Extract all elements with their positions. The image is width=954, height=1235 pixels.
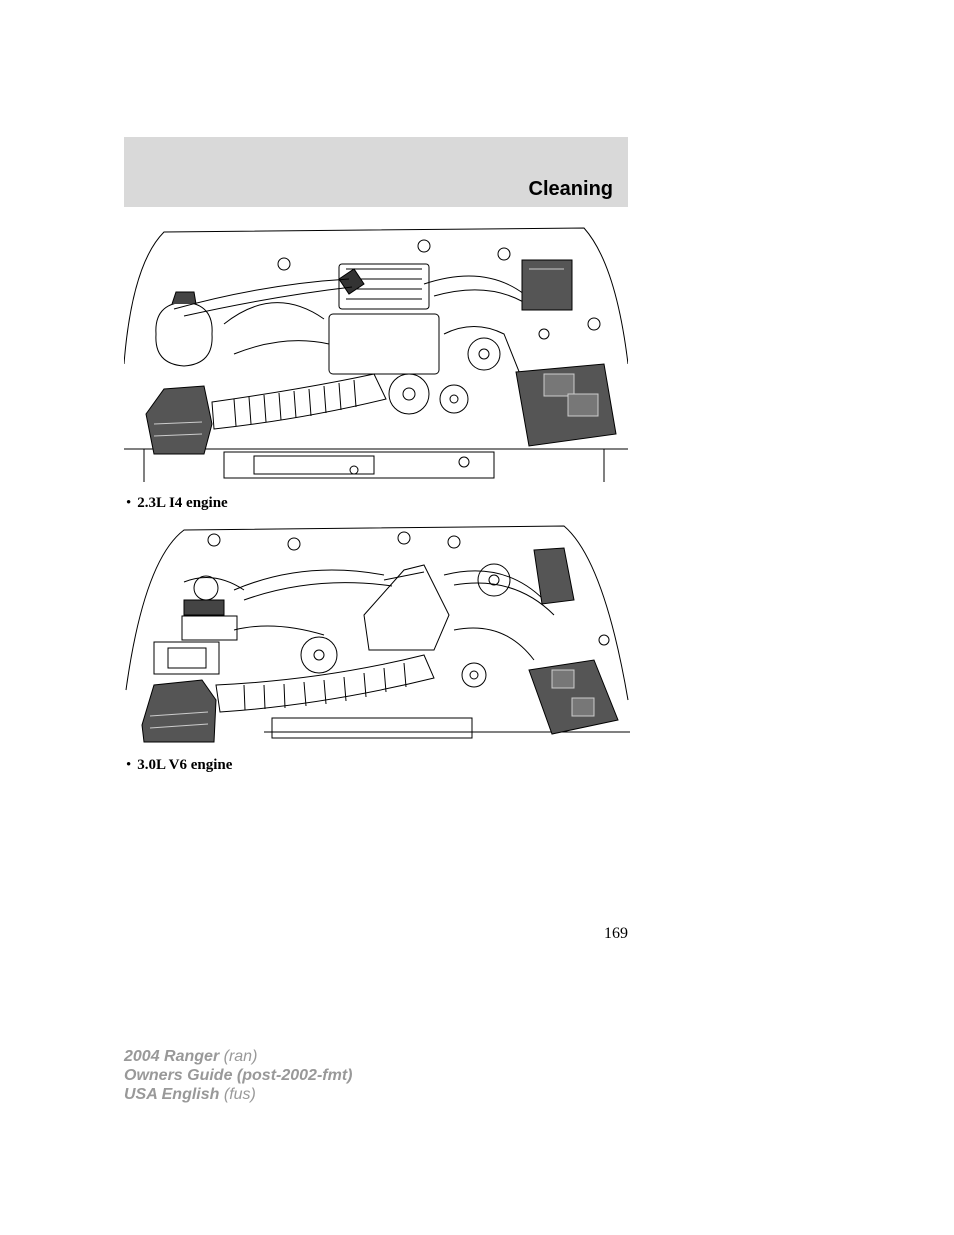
section-title: Cleaning	[528, 178, 613, 200]
caption-bullet: •	[126, 757, 132, 773]
caption-text: 3.0L V6 engine	[137, 757, 233, 773]
footer-line-language	[124, 1085, 352, 1104]
page-number: 169	[604, 925, 628, 942]
figure-caption-3-0l	[126, 757, 232, 774]
footer-language: USA English	[124, 1086, 220, 1103]
engine-compartment-3-0l-illustration	[124, 520, 630, 746]
document-footer	[124, 1047, 352, 1104]
figure-caption-2-3l	[126, 495, 228, 512]
engine-compartment-2-3l-illustration	[124, 224, 628, 482]
section-header-band	[124, 137, 628, 207]
caption-bullet: •	[126, 495, 132, 511]
caption-text: 2.3L I4 engine	[137, 495, 228, 511]
footer-line-vehicle	[124, 1047, 352, 1066]
footer-language-code: (fus)	[223, 1086, 256, 1103]
footer-vehicle: 2004 Ranger	[124, 1048, 220, 1065]
footer-vehicle-code: (ran)	[223, 1048, 258, 1065]
footer-guide: Owners Guide (post-2002-fmt)	[124, 1067, 353, 1084]
footer-line-guide	[124, 1066, 352, 1085]
